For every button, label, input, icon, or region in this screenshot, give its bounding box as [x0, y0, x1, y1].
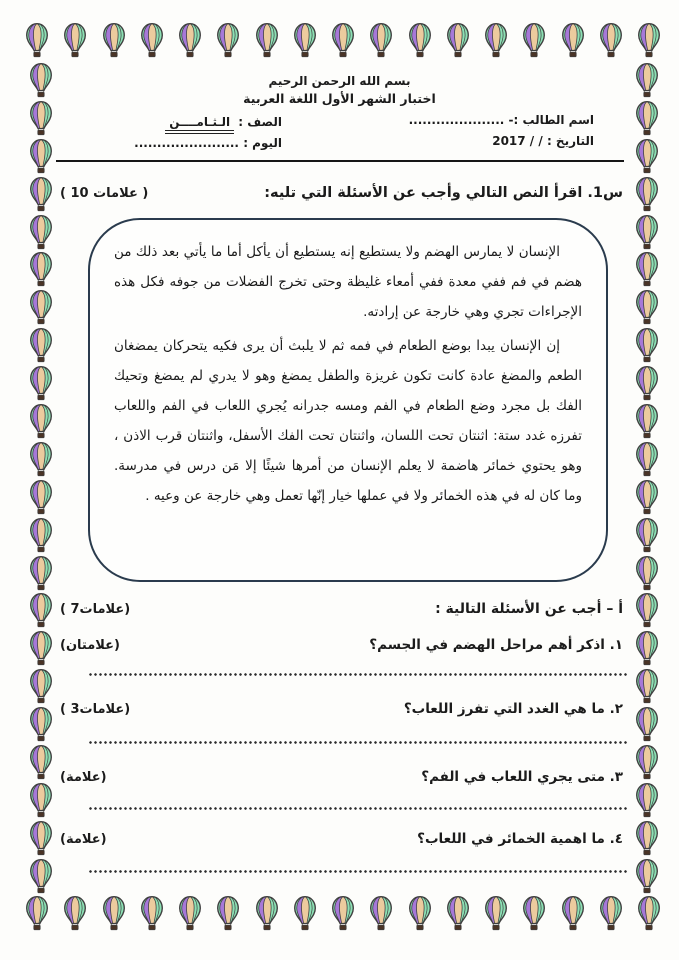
hot-air-balloon-icon [330, 895, 356, 931]
question-text: ٢. ما هي الغدد التي تفرز اللعاب؟ [403, 701, 623, 717]
hot-air-balloon-icon [254, 895, 280, 931]
hot-air-balloon-icon [254, 22, 280, 58]
question-marks: (علامة) [60, 832, 107, 847]
hot-air-balloon-icon [634, 214, 660, 250]
hot-air-balloon-icon [28, 744, 54, 780]
question-marks: (علامتان) [60, 638, 120, 653]
hot-air-balloon-icon [634, 782, 660, 818]
hot-air-balloon-icon [28, 706, 54, 742]
hot-air-balloon-icon [177, 895, 203, 931]
hot-air-balloon-icon [368, 22, 394, 58]
hot-air-balloon-icon [636, 895, 662, 931]
answer-dotted-line [88, 740, 628, 745]
answer-dotted-line [88, 806, 628, 811]
question-text: ١. اذكر أهم مراحل الهضم في الجسم؟ [369, 637, 623, 653]
hot-air-balloon-icon [28, 441, 54, 477]
day-row [80, 133, 282, 154]
hot-air-balloon-icon [24, 895, 50, 931]
hot-air-balloon-icon [28, 517, 54, 553]
question1-prompt: س1. اقرأ النص التالي وأجب عن الأسئلة التي تليه: [264, 185, 623, 201]
hot-air-balloon-icon [28, 289, 54, 325]
hot-air-balloon-icon [292, 895, 318, 931]
class-value: الـثـامــــن [165, 115, 234, 134]
answer-dotted-line [88, 869, 628, 874]
question1-marks: ( 10 علامات ) [60, 186, 149, 201]
hot-air-balloon-icon [560, 895, 586, 931]
hot-air-balloon-icon [634, 858, 660, 894]
hot-air-balloon-icon [598, 895, 624, 931]
hot-air-balloon-icon [634, 176, 660, 212]
hot-air-balloon-icon [28, 138, 54, 174]
balloon-border-bottom [24, 895, 662, 931]
answer-dotted-line [88, 672, 628, 677]
hot-air-balloon-icon [215, 22, 241, 58]
date-row [409, 131, 594, 152]
hot-air-balloon-icon [28, 630, 54, 666]
hot-air-balloon-icon [634, 555, 660, 591]
passage-paragraph-1: الإنسان لا يمارس الهضم ولا يستطيع إنه يستطيع أن يأكل أما ما يأتي بعد ذلك من هضم في فم ففي معدة ففي أمعاء غليظة وحتى تخرج الفضلات من جوفه فكل هذه الإجراءات تجري وهي خارجة عن إرادته. [114, 244, 582, 320]
hot-air-balloon-icon [407, 895, 433, 931]
hot-air-balloon-icon [28, 327, 54, 363]
hot-air-balloon-icon [634, 138, 660, 174]
balloon-border-right [634, 62, 660, 894]
hot-air-balloon-icon [28, 555, 54, 591]
question-text: ٤. ما اهمية الخمائر في اللعاب؟ [417, 831, 623, 847]
student-info-block [409, 110, 594, 152]
hot-air-balloon-icon [28, 365, 54, 401]
hot-air-balloon-icon [560, 22, 586, 58]
hot-air-balloon-icon [634, 820, 660, 856]
hot-air-balloon-icon [634, 251, 660, 287]
bismillah-text: بسم الله الرحمن الرحيم [268, 74, 411, 88]
hot-air-balloon-icon [177, 22, 203, 58]
question1-prompt-row [60, 185, 623, 201]
hot-air-balloon-icon [634, 517, 660, 553]
hot-air-balloon-icon [634, 327, 660, 363]
hot-air-balloon-icon [28, 592, 54, 628]
hot-air-balloon-icon [28, 858, 54, 894]
hot-air-balloon-icon [28, 782, 54, 818]
question-row [60, 701, 623, 717]
student-name-label: اسم الطالب :- [508, 113, 594, 127]
reading-passage-box [88, 218, 608, 582]
hot-air-balloon-icon [368, 895, 394, 931]
hot-air-balloon-icon [28, 479, 54, 515]
hot-air-balloon-icon [634, 744, 660, 780]
question-row [60, 769, 623, 785]
hot-air-balloon-icon [407, 22, 433, 58]
hot-air-balloon-icon [215, 895, 241, 931]
exam-title: اختبار الشهر الأول اللغة العربية [243, 91, 436, 106]
section-a-marks: ( 7علامات) [60, 602, 131, 617]
question-marks: ( 3علامات) [60, 702, 131, 717]
hot-air-balloon-icon [634, 479, 660, 515]
class-label: الصف : [238, 115, 282, 129]
hot-air-balloon-icon [636, 22, 662, 58]
hot-air-balloon-icon [139, 895, 165, 931]
hot-air-balloon-icon [445, 895, 471, 931]
hot-air-balloon-icon [62, 895, 88, 931]
hot-air-balloon-icon [521, 895, 547, 931]
hot-air-balloon-icon [28, 176, 54, 212]
hot-air-balloon-icon [634, 668, 660, 704]
hot-air-balloon-icon [634, 289, 660, 325]
question-marks: (علامة) [60, 770, 107, 785]
hot-air-balloon-icon [634, 706, 660, 742]
hot-air-balloon-icon [634, 630, 660, 666]
balloon-border-left [28, 62, 54, 894]
class-info-block [80, 112, 282, 154]
hot-air-balloon-icon [101, 22, 127, 58]
hot-air-balloon-icon [28, 403, 54, 439]
hot-air-balloon-icon [28, 214, 54, 250]
date-field: / / 2017 [492, 134, 543, 148]
hot-air-balloon-icon [62, 22, 88, 58]
hot-air-balloon-icon [483, 22, 509, 58]
balloon-border-top [24, 22, 662, 58]
hot-air-balloon-icon [634, 441, 660, 477]
hot-air-balloon-icon [598, 22, 624, 58]
section-a-heading: أ – أجب عن الأسئلة التالية : [435, 601, 623, 617]
question-row [60, 637, 623, 653]
hot-air-balloon-icon [28, 251, 54, 287]
question-text: ٣. متى يجري اللعاب في الفم؟ [421, 769, 623, 785]
student-name-field: ..................... [408, 113, 505, 127]
hot-air-balloon-icon [445, 22, 471, 58]
section-a-heading-row [60, 601, 623, 617]
hot-air-balloon-icon [292, 22, 318, 58]
question-row [60, 831, 623, 847]
hot-air-balloon-icon [634, 365, 660, 401]
hot-air-balloon-icon [28, 820, 54, 856]
header-divider [56, 160, 624, 162]
date-label: التاريخ : [546, 134, 594, 148]
hot-air-balloon-icon [483, 895, 509, 931]
hot-air-balloon-icon [24, 22, 50, 58]
passage-paragraph-2: إن الإنسان يبدا بوضع الطعام في فمه ثم لا يلبث أن يرى فكيه يتحركان يمضغان الطعم والمضغ عادة كانت تكون غريزة والطفل يمضغ وهو لا يدري لم يمضغ وتحيك الفك بل مجرد وضع الطعام في الفم ومسه جدرانه يُجري اللعاب في الفم واللعاب تفرزه غدد ستة: اثنتان تحت اللسان، واثنتان تحت الفك الأسفل، واثنتان قرب الاذن ، وهو يحتوي خمائر هاضمة لا يعلم الإنسان من أمرها شيئًا إلا مَن درس في مدرسة. وما كان له في هذه الخمائر ولا في عملها خيار إنّها تعمل وهي خارجة عن وعيه . [114, 338, 582, 504]
hot-air-balloon-icon [139, 22, 165, 58]
hot-air-balloon-icon [28, 668, 54, 704]
hot-air-balloon-icon [101, 895, 127, 931]
hot-air-balloon-icon [521, 22, 547, 58]
hot-air-balloon-icon [330, 22, 356, 58]
student-name-row [409, 110, 594, 131]
day-label: اليوم : [243, 136, 282, 150]
hot-air-balloon-icon [634, 592, 660, 628]
class-row [80, 112, 282, 133]
hot-air-balloon-icon [634, 403, 660, 439]
day-field: ....................... [134, 136, 239, 150]
